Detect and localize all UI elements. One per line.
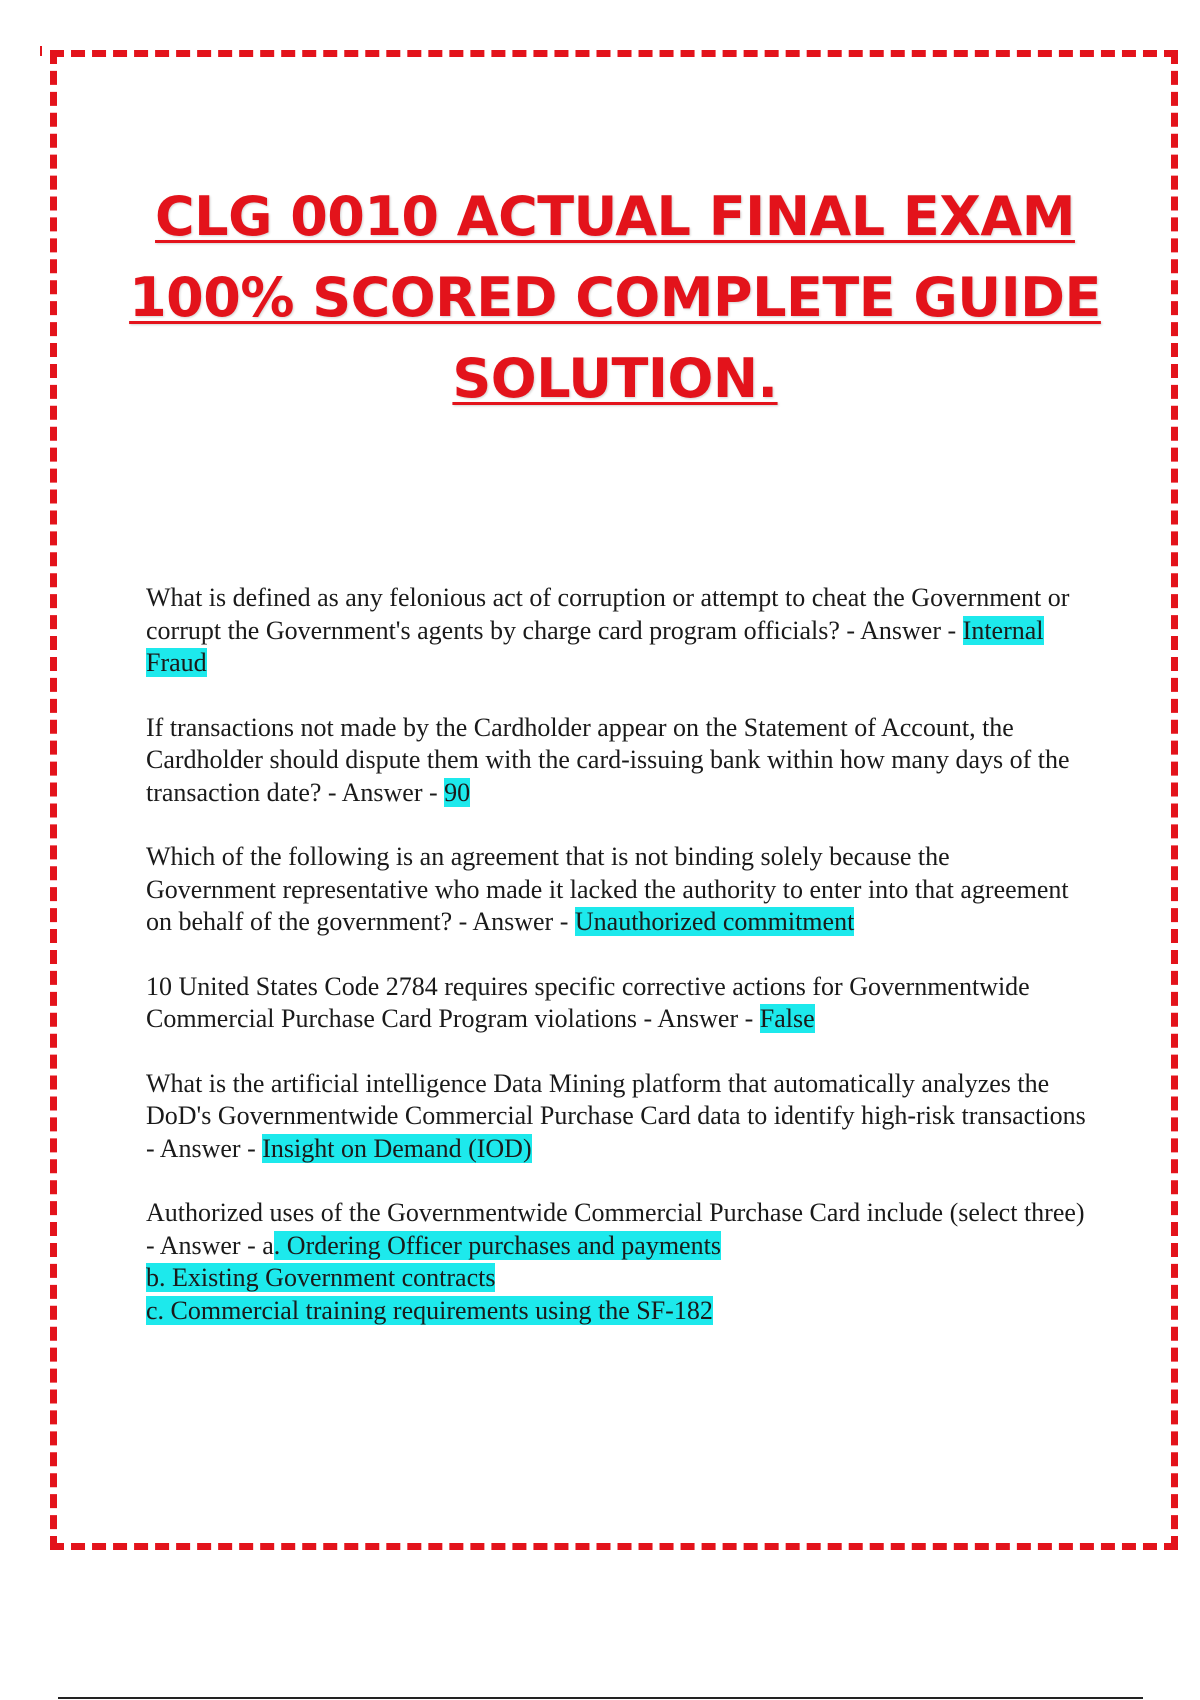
highlighted-answer: Unauthorized commitment — [574, 907, 855, 936]
question-text: Authorized uses of the Governmentwide Commercial Purchase Card include (select three) - Answer - a — [146, 1198, 1085, 1260]
frame-corner-tick — [40, 46, 42, 56]
highlighted-answer: 90 — [444, 777, 471, 807]
qa-item-3 — [146, 841, 1086, 939]
highlighted-answer: False — [759, 1004, 815, 1033]
title-line-3: SOLUTION. — [452, 347, 778, 411]
question-text: 10 United States Code 2784 requires specific corrective actions for Governmentwide Commercial Purchase Card Program violations - Answer - — [146, 971, 1030, 1033]
title-line-2: 100% SCORED COMPLETE GUIDE — [129, 266, 1101, 330]
question-text: If transactions not made by the Cardholder appear on the Statement of Account, the Cardholder should dispute them with the card-issuing bank within how many days of the transaction date? - Answer - — [146, 712, 1070, 807]
qa-item-2 — [146, 712, 1086, 810]
qa-item-6 — [146, 1197, 1086, 1327]
qa-item-5 — [146, 1068, 1086, 1166]
highlighted-answer-b: b. Existing Government contracts — [146, 1263, 496, 1292]
question-answer-list — [146, 582, 1086, 1359]
qa-item-1 — [146, 582, 1086, 680]
document-title — [100, 176, 1130, 419]
question-text: Which of the following is an agreement that is not binding solely because the Government representative who made it lacked the authority to enter into that agreement on behalf of the government? - Answer - — [146, 842, 1069, 936]
qa-item-4 — [146, 971, 1086, 1036]
question-text: What is the artificial intelligence Data Mining platform that automatically analyzes the DoD's Governmentwide Commercial Purchase Card data to identify high-risk transactions - Answer - — [146, 1068, 1086, 1163]
title-line-1: CLG 0010 ACTUAL FINAL EXAM — [155, 185, 1075, 249]
question-text: What is defined as any felonious act of corruption or attempt to cheat the Government or corrupt the Government's agents by charge card program officials? - Answer - — [146, 583, 1070, 645]
bottom-divider — [58, 1697, 1143, 1699]
highlighted-answer-c: c. Commercial training requirements using the SF-182 — [146, 1295, 713, 1325]
highlighted-answer: Internal Fraud — [146, 615, 1044, 677]
highlighted-answer: Insight on Demand (IOD) — [262, 1133, 532, 1163]
highlighted-answer-a: . Ordering Officer purchases and payments — [273, 1230, 721, 1260]
